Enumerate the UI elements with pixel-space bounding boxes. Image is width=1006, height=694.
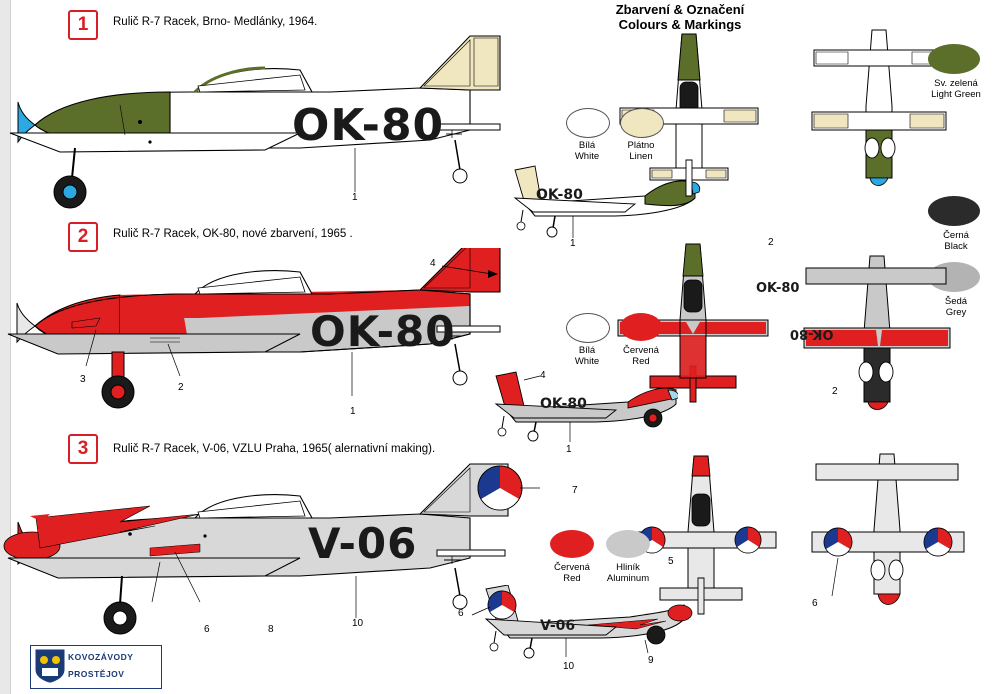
swatch-linen xyxy=(620,108,664,138)
profile-3-leader-10b: 10 xyxy=(563,661,575,672)
swatch-white-1 xyxy=(566,108,610,138)
profile-2-leader-3: 3 xyxy=(80,374,86,385)
profile-2-registration: OK-80 xyxy=(310,307,456,356)
profile-1-leader-2: 1 xyxy=(570,238,576,249)
profile-2-leader-2c: 2 xyxy=(832,386,838,397)
swatch-white-2 xyxy=(566,313,610,343)
profile-caption-2: Rulič R-7 Racek, OK-80, nové zbarvení, 1965 . xyxy=(113,228,353,240)
profile-3-leader-6b: 6 xyxy=(812,598,818,609)
profile-3-registration: V-06 xyxy=(308,519,418,568)
profile-2-leader-4-line xyxy=(430,250,520,290)
profile-2-top-registration: OK-80 xyxy=(756,281,800,296)
swatch-aluminum xyxy=(606,530,650,558)
profile-1-secondary-registration: OK-80 xyxy=(536,187,583,203)
swatch-black xyxy=(928,196,980,226)
kovozavody-shield-icon xyxy=(34,648,66,684)
swatch-white-2-label: Bílá White xyxy=(574,345,600,367)
profile-caption-1: Rulič R-7 Racek, Brno- Medlánky, 1964. xyxy=(113,16,318,28)
profile-number-2: 2 xyxy=(68,222,98,252)
profile-3-leader-7: 7 xyxy=(572,485,578,496)
swatch-linen-label: Plátno Linen xyxy=(627,140,655,162)
profile-3-leader-10: 10 xyxy=(352,618,364,629)
logo-line-1: KOVOZÁVODY xyxy=(68,652,134,662)
profile-3-leader-7b: 6 xyxy=(458,608,464,619)
profile-3-bottom-view xyxy=(800,448,980,638)
swatch-red-2 xyxy=(620,313,662,341)
swatch-light-green xyxy=(928,44,980,74)
profile-2-leader-1b: 1 xyxy=(566,444,572,455)
swatch-red-3 xyxy=(550,530,594,558)
sheet-title-en: Colours & Markings xyxy=(618,17,742,32)
profile-3-leader-6: 6 xyxy=(204,624,210,635)
profile-2-leader-2: 2 xyxy=(178,382,184,393)
swatch-light-green-label: Sv. zelená Light Green xyxy=(931,78,981,100)
profile-2-secondary-registration: OK-80 xyxy=(540,396,587,412)
profile-3-secondary-registration: V-06 xyxy=(540,618,576,634)
swatch-white-1-label: Bílá White xyxy=(574,140,600,162)
profile-1-leader-1: 1 xyxy=(352,192,358,203)
swatch-red-2-label: Červená Red xyxy=(623,345,659,367)
profile-2-bottom-registration: OK-80 xyxy=(790,326,834,341)
profile-2-leader-4: 4 xyxy=(430,258,436,269)
profile-3-leader-9: 9 xyxy=(648,655,654,666)
logo-line-2: PROSTĚJOV xyxy=(68,669,125,679)
swatch-black-label: Černá Black xyxy=(943,230,969,252)
swatch-red-3-label: Červená Red xyxy=(554,562,590,584)
profile-2-leader-4b: 4 xyxy=(540,370,546,381)
swatch-aluminum-label: Hliník Aluminum xyxy=(606,562,650,584)
sheet-title-cz: Zbarvení & Označení xyxy=(615,2,745,17)
manufacturer-logo xyxy=(30,645,160,687)
profile-3-leader-5: 5 xyxy=(668,556,674,567)
profile-number-3: 3 xyxy=(68,434,98,464)
profile-2-leader-2b: 2 xyxy=(768,237,774,248)
profile-2-leader-1: 1 xyxy=(350,406,356,417)
profile-3-side-view xyxy=(0,452,540,652)
profile-number-1: 1 xyxy=(68,10,98,40)
profile-caption-3: Rulič R-7 Racek, V-06, VZLU Praha, 1965( alernativní making). xyxy=(113,443,436,455)
profile-3-leader-8: 8 xyxy=(268,624,274,635)
profile-1-registration: OK-80 xyxy=(292,100,445,151)
swatch-grey-label: Šedá Grey xyxy=(944,296,968,318)
